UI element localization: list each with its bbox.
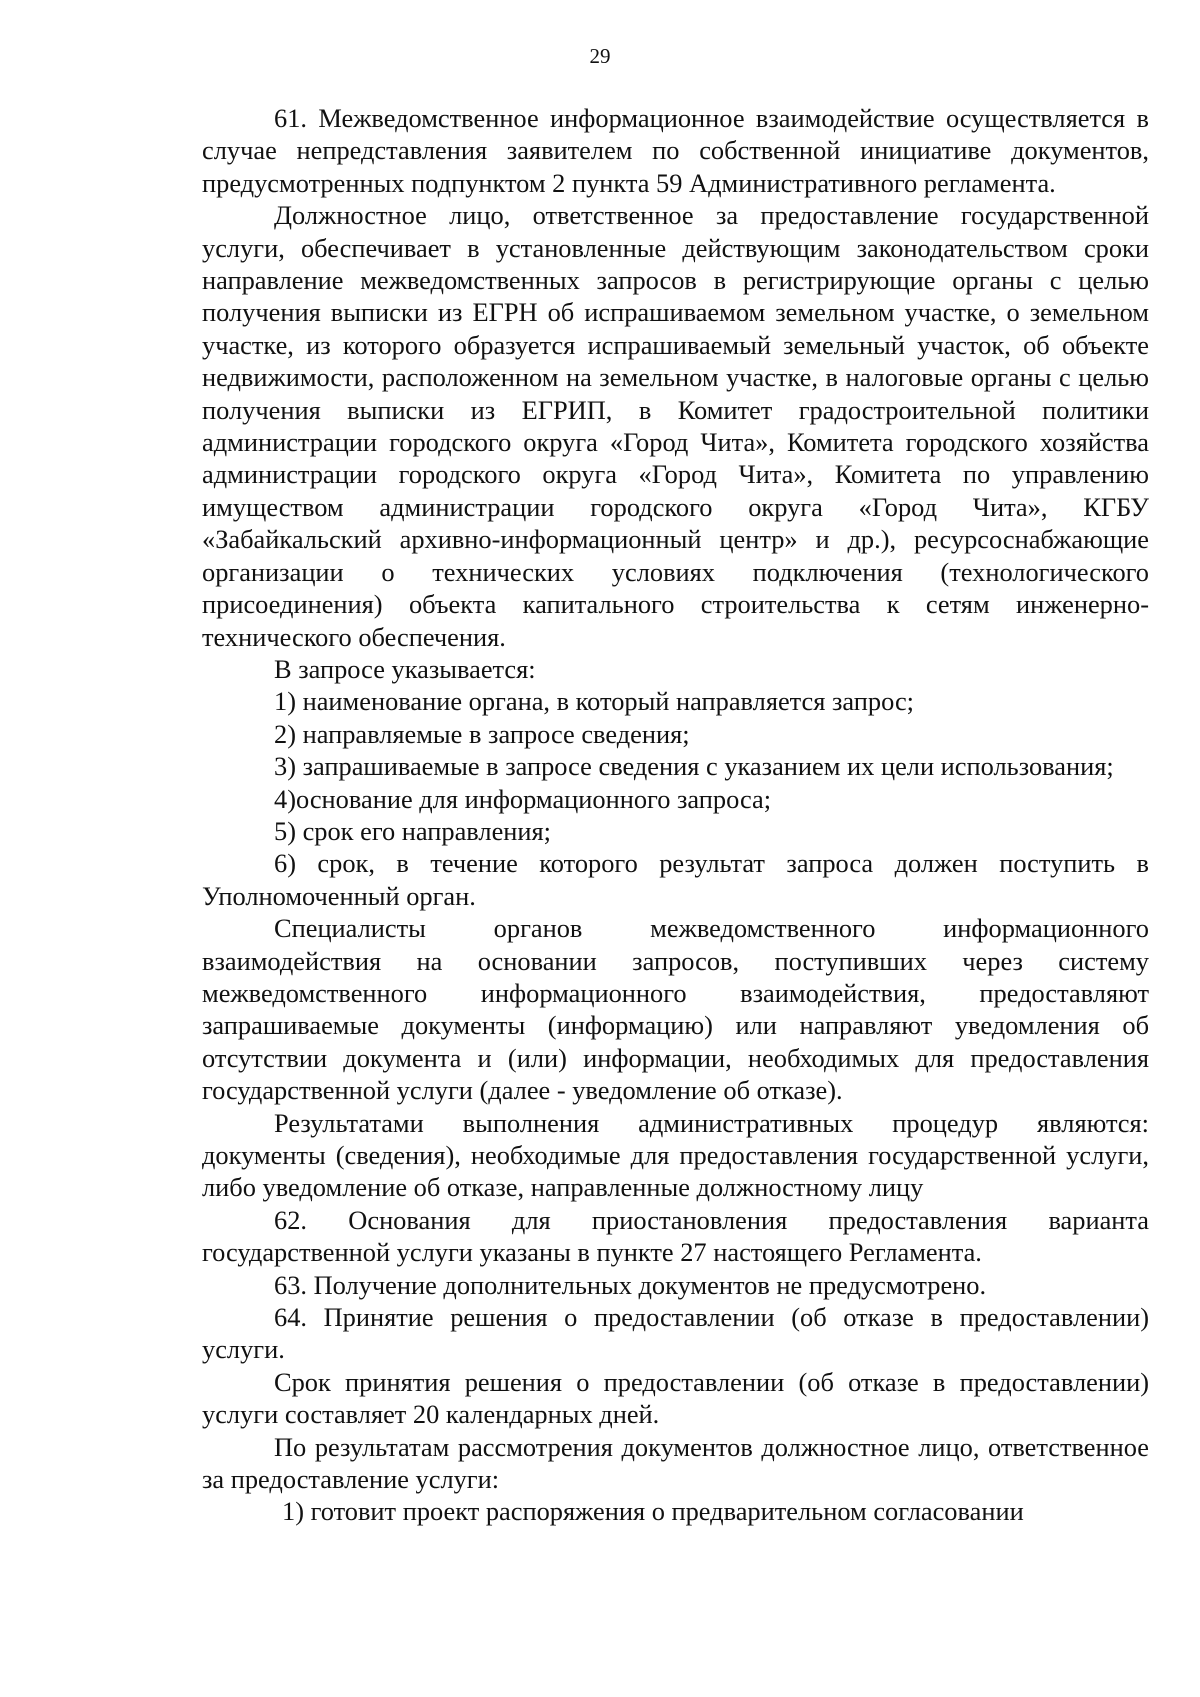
list-item-1: 1) наименование органа, в который направляется запрос;	[274, 686, 914, 717]
page-number: 29	[589, 44, 611, 68]
paragraph-specialists: Специалисты органов межведомственного информационного взаимодействия на основании запросов, поступивших через систему межведомственного информационного взаимодействия, предоставляют запрашиваемые документы (информацию) или направляют уведомления об отсутствии документа и (или) информации, необходимых для предоставления государственной услуги (далее - уведомление об отказе).	[202, 913, 1149, 1106]
paragraph-request-contents-intro: В запросе указывается:	[274, 653, 536, 684]
list-item-6: 6) срок, в течение которого результат запроса должен поступить в Уполномоченный орган.	[202, 848, 1149, 911]
paragraph-results: Результатами выполнения административных процедур являются: документы (сведения), необходимые для предоставления государственной услуги, либо уведомление об отказе, направленные должностному лицу	[202, 1107, 1149, 1203]
list-item-3: 3) запрашиваемые в запросе сведения с указанием их цели использования;	[274, 751, 1114, 782]
paragraph-review-results: По результатам рассмотрения документов должностное лицо, ответственное за предоставление услуги:	[202, 1431, 1149, 1495]
list-item-5: 5) срок его направления;	[274, 815, 552, 846]
paragraph-62: 62. Основания для приостановления предоставления варианта государственной услуги указаны в пункте 27 настоящего Регламента.	[202, 1204, 1149, 1268]
list-item-2: 2) направляемые в запросе сведения;	[274, 718, 690, 749]
paragraph-61: 61. Межведомственное информационное взаимодействие осуществляется в случае непредставления заявителем по собственной инициативе документов, предусмотренных подпунктом 2 пункта 59 Административного регламента.	[202, 103, 1149, 198]
paragraph-decision-term: Срок принятия решения о предоставлении (об отказе в предоставлении) услуги составляет 20 календарных дней.	[202, 1366, 1149, 1430]
list-item-prepare-draft: 1) готовит проект распоряжения о предварительном согласовании	[282, 1496, 1024, 1527]
paragraph-63: 63. Получение дополнительных документов не предусмотрено.	[274, 1269, 987, 1300]
paragraph-official-requests: Должностное лицо, ответственное за предоставление государственной услуги, обеспечивает в установленные действующим законодательством сроки направление межведомственных запросов в регистрирующие органы с целью получения выписки из ЕГРН об испрашиваемом земельном участке, о земельном участке, из которого образуется испрашиваемый земельный участок, об объекте недвижимости, расположенном на земельном участке, в налоговые органы с целью получения выписки из ЕГРИП, в Комитет градостроительной политики администрации городского округа «Город Чита», Комитета городского хозяйства администрации городского округа «Город Чита», Комитета по управлению имуществом администрации городского округа «Город Чита», КГБУ «Забайкальский архивно-информационный центр» и др.), ресурсоснабжающие организации о технических условиях подключения (технологического присоединения) объекта капитального строительства к сетям инженерно-технического обеспечения.	[202, 200, 1149, 652]
paragraph-64: 64. Принятие решения о предоставлении (об отказе в предоставлении) услуги.	[202, 1302, 1149, 1365]
list-item-4: 4)основание для информационного запроса;	[274, 783, 772, 814]
document-body	[202, 102, 1149, 1528]
